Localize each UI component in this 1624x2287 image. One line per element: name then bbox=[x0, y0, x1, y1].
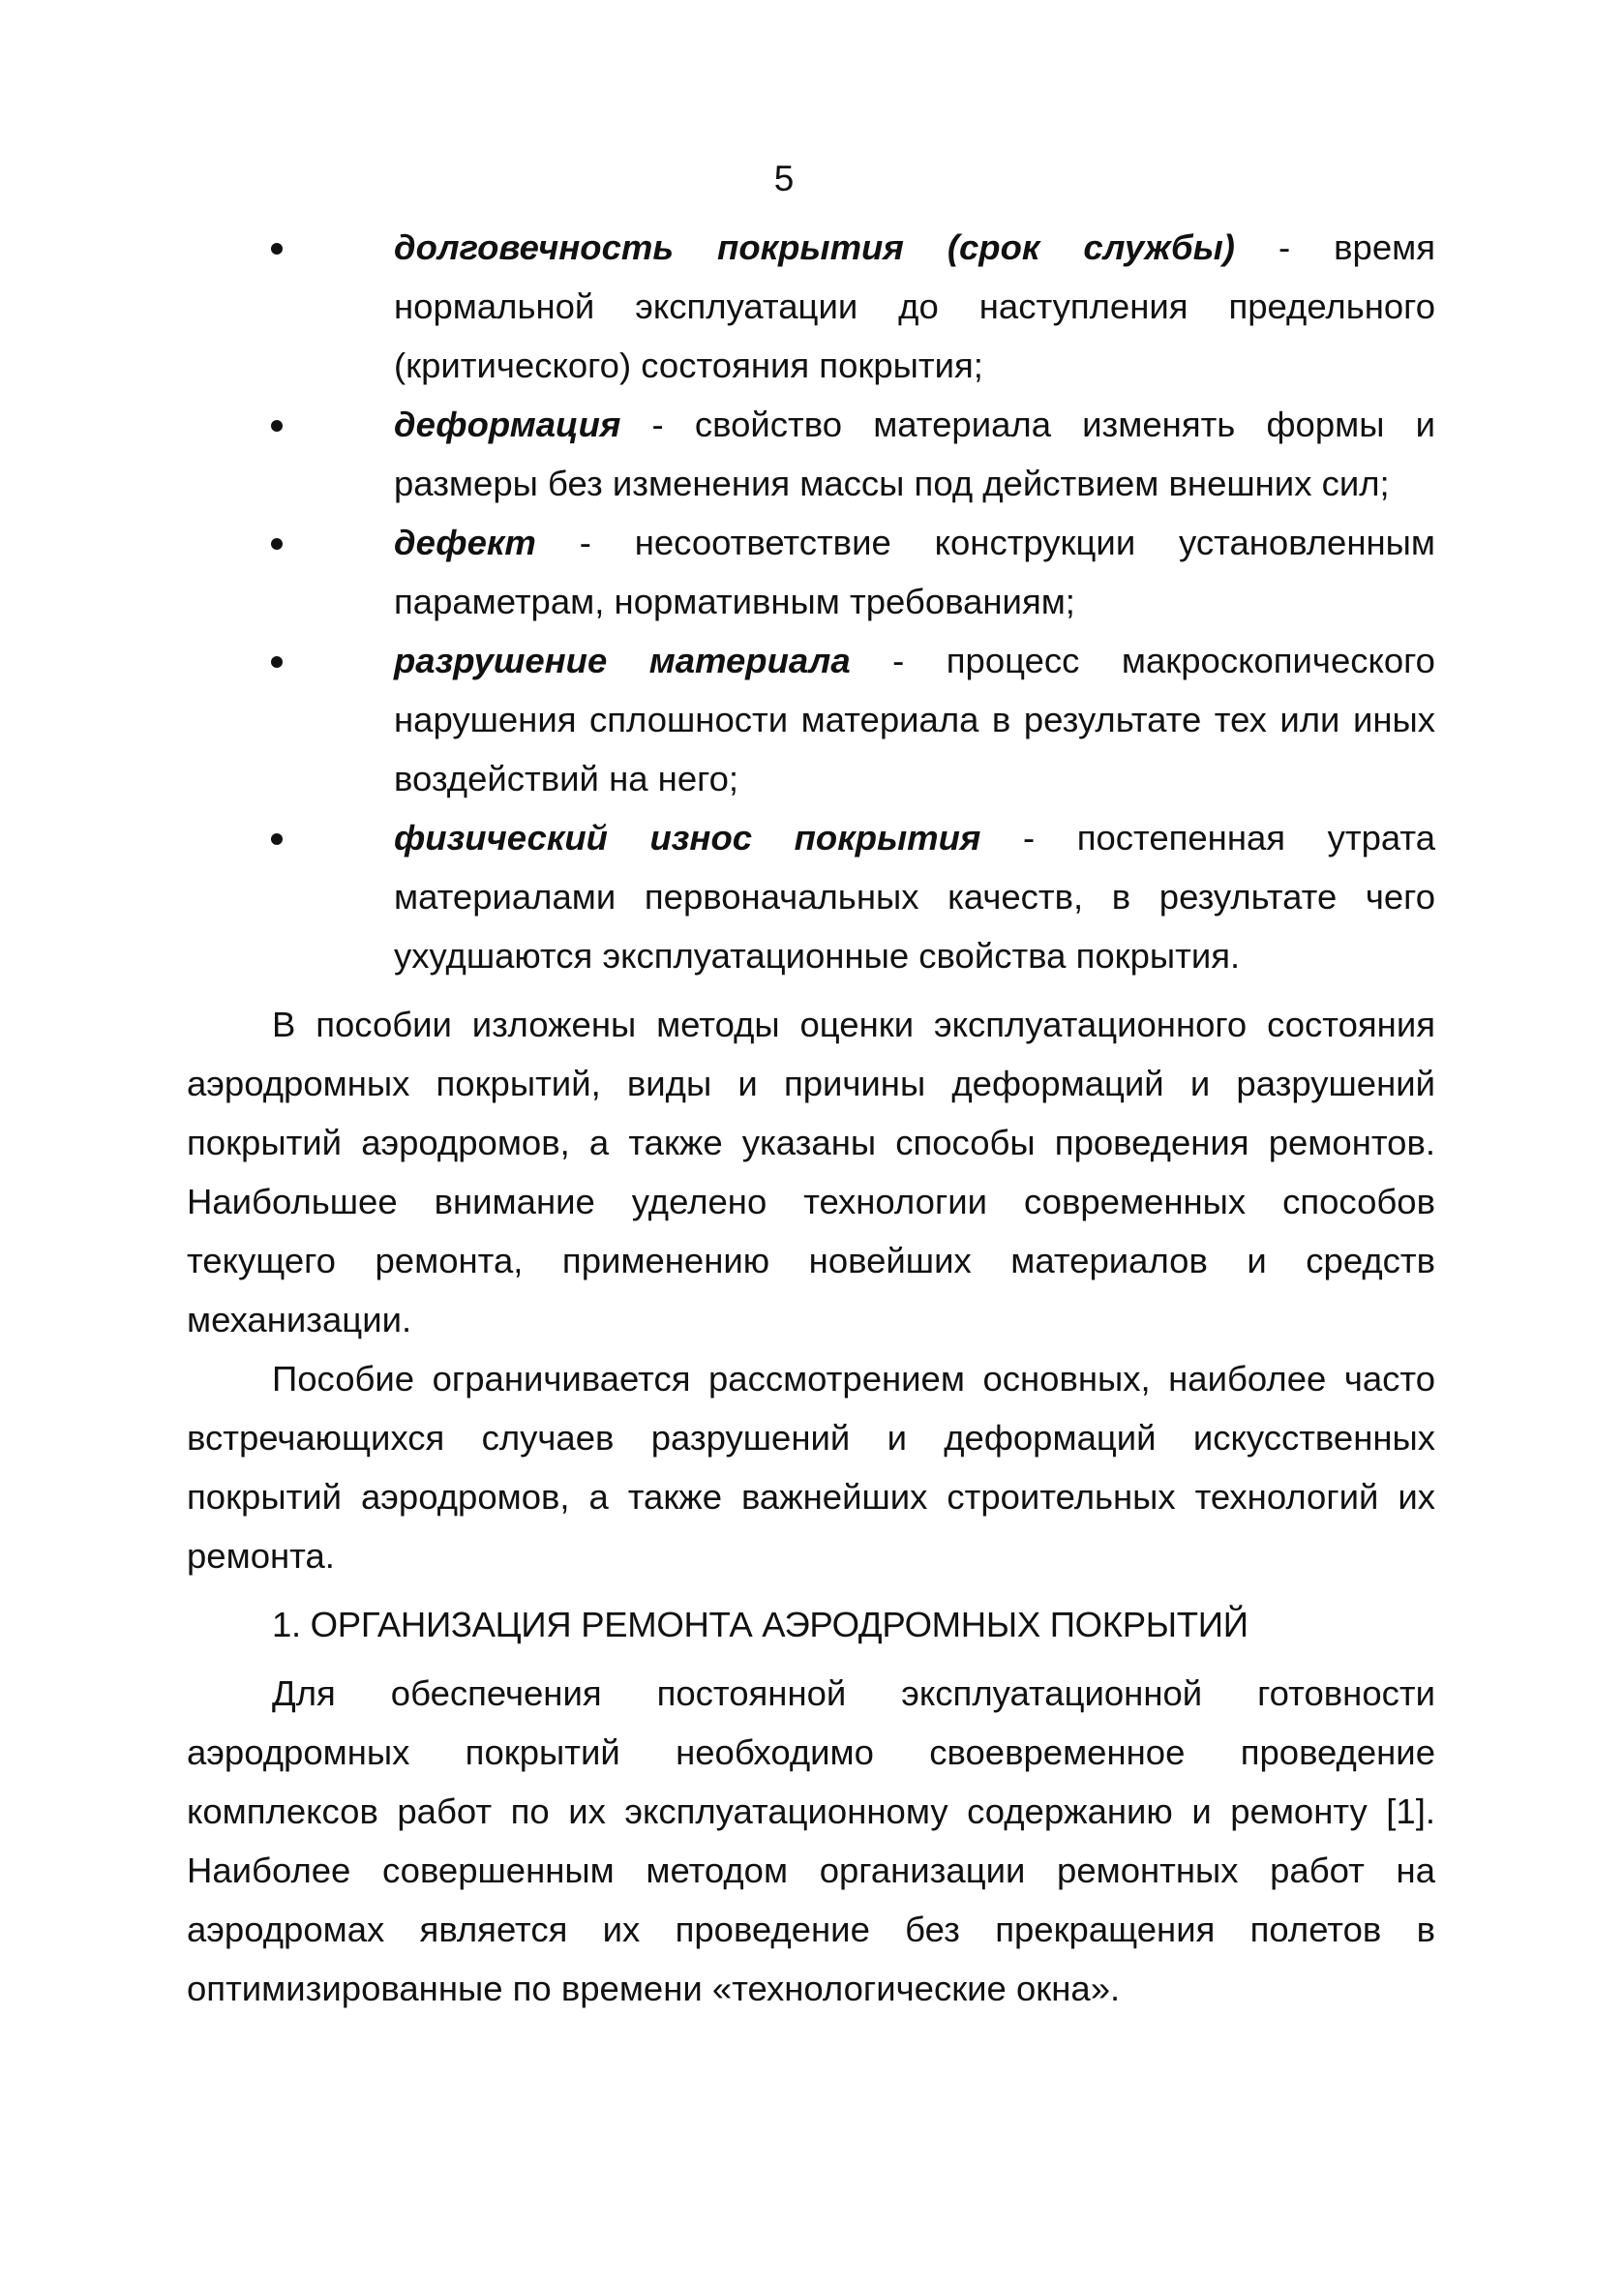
page-content bbox=[187, 218, 1435, 2018]
definition-term: деформация bbox=[394, 405, 621, 444]
scope-paragraph: Пособие ограничивается рассмотрением основных, наиболее часто встречающихся случаев разрушений и деформаций искусственных покрытий аэродромов, а также важнейших строительных технологий их ремонта. bbox=[187, 1359, 1435, 1576]
definition-item bbox=[187, 395, 1435, 513]
definition-text: - свойство материала изменять формы и размеры без изменения массы под действием внешних сил; bbox=[394, 405, 1435, 503]
definition-item bbox=[187, 513, 1435, 631]
bullet-icon bbox=[271, 833, 283, 845]
intro-paragraph: В пособии изложены методы оценки эксплуатационного состояния аэродромных покрытий, виды и причины деформаций и разрушений покрытий аэродромов, а также указаны способы проведения ремонтов. Наибольшее внимание уделено технологии современных способов текущего ремонта, применению новейших материалов и средств механизации. bbox=[187, 1005, 1435, 1339]
definition-text: - постепенная утрата материалами первоначальных качеств, в результате чего ухудшаются эксплуатационные свойства покрытия. bbox=[394, 818, 1435, 976]
bullet-icon bbox=[271, 538, 283, 550]
definition-term: долговечность покрытия (срок службы) bbox=[394, 227, 1235, 267]
bullet-icon bbox=[271, 656, 283, 668]
definition-item bbox=[187, 218, 1435, 395]
section-paragraph: Для обеспечения постоянной эксплуатационной готовности аэродромных покрытий необходимо своевременное проведение комплексов работ по их эксплуатационному содержанию и ремонту [1]. Наиболее совершенным методом организации ремонтных работ на аэродромах является их проведение без прекращения полетов в оптимизированные по времени «технологические окна». bbox=[187, 1673, 1435, 2008]
bullet-icon bbox=[271, 243, 283, 255]
section-heading: 1. ОРГАНИЗАЦИЯ РЕМОНТА АЭРОДРОМНЫХ ПОКРЫТИЙ bbox=[272, 1605, 1248, 1644]
definition-text: - процесс макроскопического нарушения сплошности материала в результате тех или иных воздействий на него; bbox=[394, 641, 1435, 798]
definition-text: - несоответствие конструкции установленным параметрам, нормативным требованиям; bbox=[394, 523, 1435, 621]
bullet-icon bbox=[271, 420, 283, 432]
definition-item bbox=[187, 808, 1435, 985]
definition-item bbox=[187, 631, 1435, 808]
page-number: 5 bbox=[773, 159, 795, 198]
definition-term: дефект bbox=[394, 523, 536, 562]
definition-term: физический износ покрытия bbox=[394, 818, 981, 858]
definition-term: разрушение материала bbox=[394, 641, 851, 680]
definition-text: - время нормальной эксплуатации до наступления предельного (критического) состояния покрытия; bbox=[394, 227, 1435, 385]
definitions-list bbox=[187, 218, 1435, 985]
